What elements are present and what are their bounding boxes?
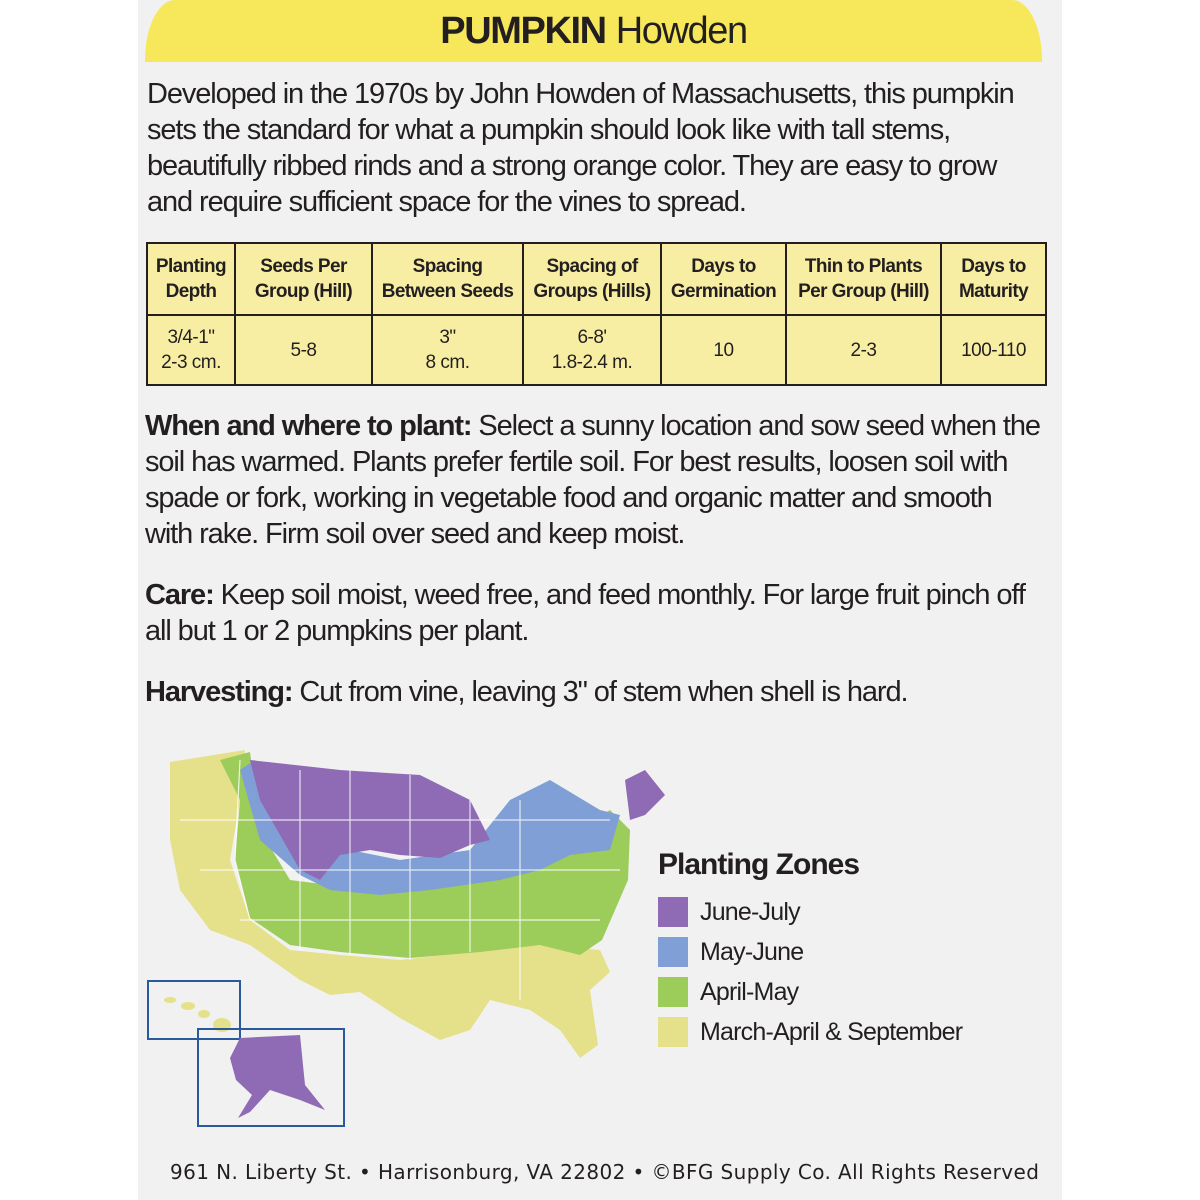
title-banner	[145, 0, 1042, 62]
title-cultivar: Howden	[615, 9, 747, 52]
legend-item	[658, 892, 962, 932]
care-text: Keep soil moist, weed free, and feed monthly. For large fruit pinch off all but 1 or 2 pumpkins per plant.	[145, 579, 1025, 647]
table-value-row	[147, 315, 1046, 385]
legend-swatch	[658, 897, 688, 927]
value-thin-to-plants: 2-3	[786, 315, 941, 385]
legend-item	[658, 972, 962, 1012]
care-section	[145, 577, 1045, 649]
legend-swatch	[658, 937, 688, 967]
value-spacing-seeds: 3" 8 cm.	[372, 315, 523, 385]
when-where-label: When and where to plant:	[145, 410, 472, 442]
legend-title: Planting Zones	[658, 848, 860, 881]
value-seeds-per-group: 5-8	[235, 315, 372, 385]
harvesting-text: Cut from vine, leaving 3" of stem when shell is hard.	[292, 676, 908, 708]
care-label: Care:	[145, 579, 214, 611]
title-variety: PUMPKIN	[440, 9, 606, 52]
us-map-graphic	[140, 740, 680, 1130]
legend-label: March-April & September	[700, 1017, 963, 1046]
legend-label: April-May	[700, 977, 799, 1006]
legend-swatch	[658, 977, 688, 1007]
when-where-section	[145, 408, 1045, 552]
header-days-germination: Days to Germination	[661, 243, 786, 315]
planting-info-table	[146, 242, 1047, 386]
header-planting-depth: Planting Depth	[147, 243, 235, 315]
legend-item	[658, 1012, 962, 1052]
zone-purple-northeast	[625, 770, 665, 820]
footer-address: 961 N. Liberty St. • Harrisonburg, VA 22802 • ©BFG Supply Co. All Rights Reserved	[170, 1160, 1040, 1184]
when-where-text: Select a sunny location and sow seed when the soil has warmed. Plants prefer fertile soil. For best results, loosen soil with spade or fork, working in vegetable food and organic matter and smooth with rake. Firm soil over seed and keep moist.	[145, 410, 1040, 550]
alaska-shape	[230, 1035, 325, 1118]
value-spacing-groups: 6-8' 1.8-2.4 m.	[523, 315, 661, 385]
header-seeds-per-group: Seeds Per Group (Hill)	[235, 243, 372, 315]
harvesting-label: Harvesting:	[145, 676, 293, 708]
table-header-row	[147, 243, 1046, 315]
header-spacing-groups: Spacing of Groups (Hills)	[523, 243, 661, 315]
legend-label: June-July	[700, 897, 800, 926]
description: Developed in the 1970s by John Howden of Massachusetts, this pumpkin sets the standard for what a pumpkin should look like with tall stems, beautifully ribbed rinds and a strong orange color. They are easy to grow and require sufficient space for the vines to spread.	[147, 78, 1014, 218]
planting-zone-map	[140, 740, 680, 1130]
legend-swatch	[658, 1017, 688, 1047]
value-planting-depth: 3/4-1" 2-3 cm.	[147, 315, 235, 385]
header-days-maturity: Days to Maturity	[941, 243, 1046, 315]
header-thin-to-plants: Thin to Plants Per Group (Hill)	[786, 243, 941, 315]
legend-item	[658, 932, 962, 972]
hawaii-islands	[164, 997, 231, 1032]
harvesting-section	[145, 674, 1045, 710]
header-spacing-seeds: Spacing Between Seeds	[372, 243, 523, 315]
value-days-germination: 10	[661, 315, 786, 385]
planting-zones-legend	[658, 848, 962, 1052]
value-days-maturity: 100-110	[941, 315, 1046, 385]
legend-label: May-June	[700, 937, 804, 966]
